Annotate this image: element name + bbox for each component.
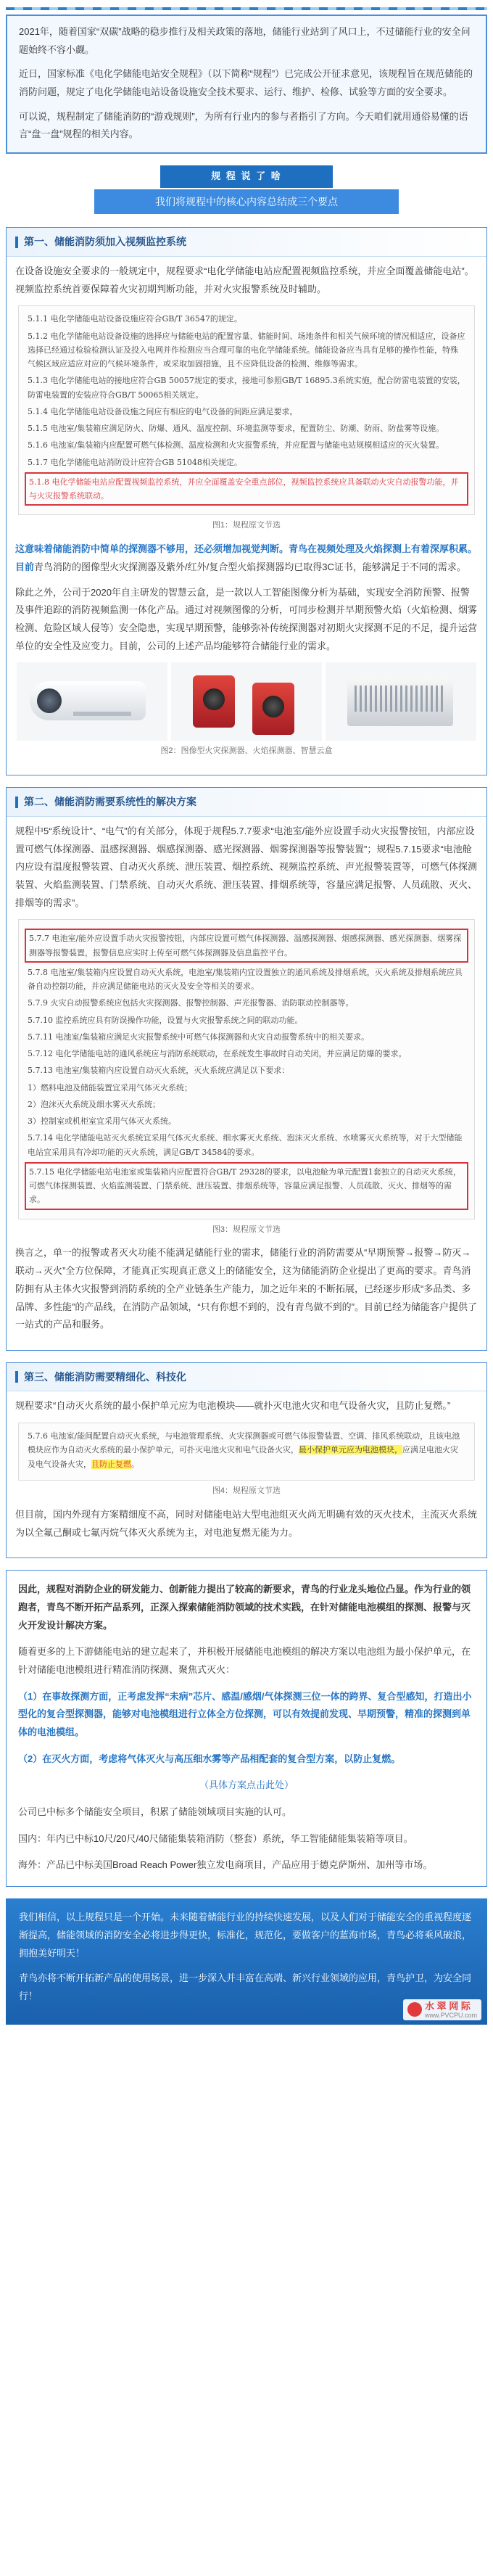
flame-detector-icon: [193, 675, 235, 728]
heading-marker-icon: [15, 1371, 18, 1383]
section-1-title: 第一、储能消防须加入视频监控系统: [24, 236, 186, 248]
section-2-heading: [7, 788, 486, 817]
banner-subtitle: 我们将规程中的核心内容总结成三个要点: [94, 189, 399, 215]
emphasis-text: 。青鸟在视频处理及火焰探测上有着深厚积累。目前: [15, 543, 478, 572]
section-2-paragraph: 换言之，单一的报警或者灭火功能不能满足储能行业的需求，储能行业的消防需要从“早期预警→报警→防灭→联动→灭火”全方位保障，才能真正实现真正意义上的储能安全，这为储能消防企业提出了更高的要求。青鸟消防拥有从主体火灾报警到消防系统的全产业链条生产能力，加之近年来的不断拓展，已经逐步形成“多品类、多品牌、多性能”的产品线，在消防产品领域，“只有你想不到的，没有青鸟做不到的”。目前已经为储能客户提供了一站式的产品和服务。: [15, 1247, 477, 1330]
regulation-clause-highlighted: 5.1.8 电化学储能电站应配置视频监控系统，并应全面覆盖安全重点部位，视频监控系统应具备联动火灾自动报警功能，并与火灾报警系统联动。: [25, 472, 468, 506]
solution-point: （1）在事故探测方面，正考虑发挥“未病”芯片、感温/感烟/气体探测三位一体的跨界、复合型感知，打造出小型化的复合型探测器，能够对电池模组进行立体全方位探测，可以有效提前发现、早期预警，精准的探测到单体的电池模组。: [18, 1690, 472, 1737]
camera-icon: [30, 681, 146, 720]
intro-paragraph: 可以说，规程制定了储能消防的“游戏规则”，为所有行业内的参与者指引了方向。今天咱们就用通俗易懂的语言“盘一盘”规程的相关内容。: [19, 110, 468, 140]
regulation-clause: 5.7.12 电化学储能电站的通风系统应与消防系统联动，在系统发生事故时自动关闭，并应满足防爆的要求。: [28, 1049, 407, 1059]
logo-text: 水 翠 网 际: [424, 2000, 471, 2012]
section-2-title: 第二、储能消防需要系统性的解决方案: [24, 796, 196, 808]
clause-text: 应满足电池火灾及电气设备火灾，: [28, 1445, 458, 1469]
solution-link[interactable]: （具体方案点击此处）: [199, 1779, 294, 1791]
site-logo: [403, 1999, 481, 2020]
regulation-clause: 5.1.4 电化学储能电站设备设施之间应有相应的电气设备的间距应满足要求。: [28, 406, 298, 416]
regulation-excerpt-1: [18, 305, 475, 515]
regulation-clause: 3）控制室或机柜室宜采用气体灭火系统。: [28, 1116, 176, 1127]
emphasis-text: 不够用，还必须增加视觉判断: [157, 543, 280, 555]
regulation-clause: 5.7.11 电池室/集装箱应满足火灾报警系统中可燃气体探测器和火灾自动报警系统中的相关要求。: [28, 1032, 370, 1042]
section-3-heading: [7, 1363, 486, 1392]
figure-caption: 图2：图像型火灾探测器、火焰探测器、智慧云盒: [160, 746, 333, 756]
intro-box: [6, 15, 487, 154]
regulation-clause: [28, 1429, 465, 1471]
clause-text: 。: [131, 1459, 139, 1469]
logo-icon: [407, 2002, 422, 2017]
regulation-clause: 5.1.7 电化学储能电站消防设计应符合GB 51048相关规定。: [28, 457, 242, 467]
product-images: [17, 662, 476, 741]
regulation-clause: 5.7.9 火灾自动报警系统应包括火灾探测器、报警控制器、声光报警器、消防联动控制器等。: [28, 998, 354, 1008]
clause-text: 5.7.6 电池室/能间配置自动灭火系统，与电池管理系统、火灾探测器或可燃气体报警装置、空调、排风系统联动，且该电池模块应作为自动灭火系统的最小保护单元，可扑灭电池火灾和电气设备火灾，: [28, 1431, 460, 1455]
figure-caption: 图4：规程原文节选: [212, 1486, 281, 1495]
banner-title: 规 程 说 了 啥: [160, 165, 332, 188]
section-1-heading: [7, 228, 486, 257]
body-text: ，能够满足于不同的需求。: [352, 561, 466, 572]
solution-paragraph: 海外：产品已中标美国Broad Reach Power独立发电商项目，产品应用于德克萨斯州、加州等市场。: [18, 1859, 433, 1871]
section-1-emphasis-paragraph: [15, 540, 478, 576]
heading-marker-icon: [15, 797, 18, 808]
regulation-clause: 5.1.2 电化学储能电站设备设施的选择应与储能电站的配置容量、储能时间、场地条件和相关气候环境的情况相适应，设备应选择已经通过检验检测认证及投入电网并作检测应当合理可靠的电化学储能系统。储能设备应当具有足够的操作性能，特殊气候区域应适应对应的气候环境条件，或采取加固措施，且不应降低设备的检测、维修等需求。: [28, 331, 465, 369]
section-2: [6, 787, 487, 1351]
regulation-clause: 5.1.6 电池室/集装箱内应配置可燃气体检测、温度检测和火灾报警系统，并应配置与储能电站规模相适应的灭火装置。: [28, 440, 444, 450]
figure-caption: 图1：规程原文节选: [212, 521, 281, 530]
solution-paragraph: 公司已中标多个储能安全项目，积累了储能领域项目实施的认可。: [18, 1806, 292, 1818]
clause-marked-text: 最小保护单元应为电池模块，: [299, 1445, 402, 1455]
outro-paragraph: 我们相信，以上规程只是一个开始。未来随着储能行业的持续快速发展，以及人们对于储能安全的重视程度逐渐提高，储能领域的消防安全必将进步得更快，标准化，规范化，要做客户的蓝海市场，青鸟必将乘风破浪，拥抱美好明天！: [19, 1912, 472, 1959]
outro-panel: [6, 1898, 487, 2024]
figure-caption: 图3：规程原文节选: [212, 1225, 281, 1234]
regulation-clause: 5.7.13 电池室/集装箱内应设置自动灭火系统，灭火系统应满足以下要求：: [28, 1066, 290, 1076]
emphasis-text: 这意味着储能消防中简单的探测器: [15, 543, 157, 555]
solution-point: （2）在灭火方面，考虑将气体灭火与高压细水雾等产品相配套的复合型方案，以防止复燃。: [18, 1753, 401, 1764]
solution-box: [6, 1570, 487, 1887]
flame-detector-icon: [252, 683, 294, 735]
intro-paragraph: 2021年，随着国家“双碳”战略的稳步推行及相关政策的落地，储能行业站到了风口上，不过储能行业的安全问题始终不容小觑。: [19, 26, 471, 55]
intro-paragraph: 近日，国家标准《电化学储能电站安全规程》（以下简称“规程”）已完成公开征求意见，该规程旨在规范储能的消防问题，规定了电化学储能电站设备设施安全技术要求、运行、维护、检修、试验等方面的安全要求。: [19, 68, 473, 98]
section-3-paragraph: 规程要求“自动灭火系统的最小保护单元应为电池模块——就扑灭电池火灾和电气设备火灾，且防止复燃。”: [15, 1400, 451, 1412]
cloud-box-icon: [347, 678, 453, 726]
image-flame-detectors: [171, 662, 322, 741]
regulation-clause-highlighted: 5.7.7 电池室/能外应设置手动火灾报警按钮，内部应设置可燃气体探测器、温感探测器、烟感探测器、感光探测器、烟雾探测器等报警装置，报警信息应实时上传至可燃气体探测器及信息监控平台。: [25, 929, 468, 963]
regulation-clause: 1）燃料电池及储能装置宜采用气体灭火系统；: [28, 1082, 192, 1092]
regulation-excerpt-3: [18, 1423, 475, 1481]
regulation-clause: 5.1.5 电池室/集装箱应满足防火、防爆、通风、温度控制、环境监测等要求，配置防尘、防潮、防雨、防盐雾等设施。: [28, 424, 444, 434]
logo-url: www.PVCPU.com: [424, 2011, 477, 2019]
section-1-paragraph: 除此之外，公司于2020年自主研发的智慧云盒，是一款以人工智能图像分析为基础，实现安全消防预警、报警及事件追踪的消防视频监测一体化产品。通过对视频图像的分析，可同步检测并早期预警火焰（火焰检测、烟雾检测、危险区域人侵等）安全隐患，实现早期预警，能够弥补传统探测器对初期火灾探测不足的不足，提升运营单位的安全性及应变力。目前，公司的上述产品均能够符合储能行业的需求。: [15, 586, 478, 651]
regulation-clause-highlighted: 5.7.15 电化学储能电站电池室或集装箱内应配置符合GB/T 29328的要求，以电池舱为单元配置1套独立的自动灭火系统，可燃气体探测装置、火焰监测装置、门禁系统、泄压装置、排烟系统等，容量应满足报警、人员疏散、灭火、排烟等的需求。: [25, 1162, 468, 1210]
outro-paragraph: 青鸟亦将不断开拓新产品的使用场景，进一步深入并丰富在高端、新兴行业领域的应用，青鸟护卫，为安全同行！: [19, 1972, 472, 2001]
section-3-paragraph: 但目前，国内外现有方案精细度不高，同时对储能电站大型电池组灭火尚无明确有效的灭火技术，主流灭火系统为以全氟己酮或七氟丙烷气体灭火系统为主，对电池复燃无能为力。: [15, 1508, 478, 1538]
regulation-clause: 2）泡沫灭火系统及细水雾灭火系统；: [28, 1099, 160, 1109]
section-3: [6, 1362, 487, 1558]
section-3-title: 第三、储能消防需要精细化、科技化: [24, 1370, 186, 1383]
body-text: 青鸟消防的图像型火灾探测器及紫外/红外/复合型火焰探测器均已取得3C证书: [34, 561, 353, 572]
regulation-clause: 5.7.14 电化学储能电站灭火系统宜采用气体灭火系统、细水雾灭火系统、泡沫灭火系统、水喷雾灭火系统等，对于大型储能电站宜采用具有冷却功能的灭火系统，满足GB/T 34584的要求。: [28, 1133, 463, 1157]
section-2-paragraph: 规程中5“系统设计”、“电气”的有关部分，体现于规程5.7.7要求“电池室/能外应设置手动火灾报警按钮，内部应设置可燃气体探测器、温感探测器、烟感探测器、感光探测器、烟雾探测器等报警装置”；规程5.7.15要求“电池舱内应设有温度报警装置、自动灭火系统、泄压装置、烟控系统、视频监控系统、声光报警装置等，可燃气体探测装置、火焰监测装置、门禁系统、自动灭火系统、泄压装置、排烟系统等，容量应满足报警、人员疏散、灭火、排烟等的需求”。: [15, 825, 478, 908]
image-fire-detector-camera: [17, 662, 167, 741]
section-1-paragraph: 在设备设施安全要求的一般规定中，规程要求“电化学储能电站应配置视频监控系统，并应全面覆盖储能电站”。视频监控系统首要保障着火灾初期判断功能，并对火灾报警系统及时辅助。: [15, 266, 474, 295]
section-1: [6, 227, 487, 775]
solution-paragraph: 国内：年内已中标10尺/20尺/40尺储能集装箱消防（整套）系统，华工智能储能集装箱等项目。: [18, 1832, 413, 1844]
top-decor-stripe: [6, 7, 487, 10]
regulation-clause: 5.1.3 电化学储能电站的接地应符合GB 50057规定的要求，接地可参照GB/T 16895.3系统实施，配合防雷电装置的安装，防雷电装置的安装应符合GB/T 50065相关规定。: [28, 376, 465, 400]
regulation-clause: 5.1.1 电化学储能电站设备设施应符合GB/T 36547的规定。: [28, 314, 242, 324]
clause-marked-text: 且防止复燃: [91, 1459, 131, 1469]
solution-paragraph: 因此，规程对消防企业的研发能力、创新能力提出了较高的新要求，青鸟的行业龙头地位凸显。作为行业的领跑者，青鸟不断开拓产品系列，正深入探索储能消防领域的技术实践，在针对储能电池模组的探测、报警与灭火开发设计解决方案。: [18, 1584, 471, 1631]
image-smart-cloud-box: [326, 662, 476, 741]
regulation-clause: 5.7.10 监控系统应具有防误操作功能，设置与火灾报警系统之间的联动功能。: [28, 1015, 303, 1025]
heading-marker-icon: [15, 236, 18, 248]
regulation-excerpt-2: [18, 919, 475, 1219]
section-banner: [6, 165, 487, 214]
regulation-clause: 5.7.8 电池室/集装箱内应设置自动灭火系统，电池室/集装箱内宜设置独立的通风系统及排烟系统，灭火系统及排烟系统应具备自动控制功能，并应满足储能电站的灭火及安全等相关的要求。: [28, 967, 463, 992]
solution-paragraph: 随着更多的上下游储能电站的建立起来了，并积极开展储能电池模组的解决方案以电池组为最小保护单元，在针对储能电池模组进行精准消防探测、聚焦式灭火：: [18, 1646, 471, 1675]
